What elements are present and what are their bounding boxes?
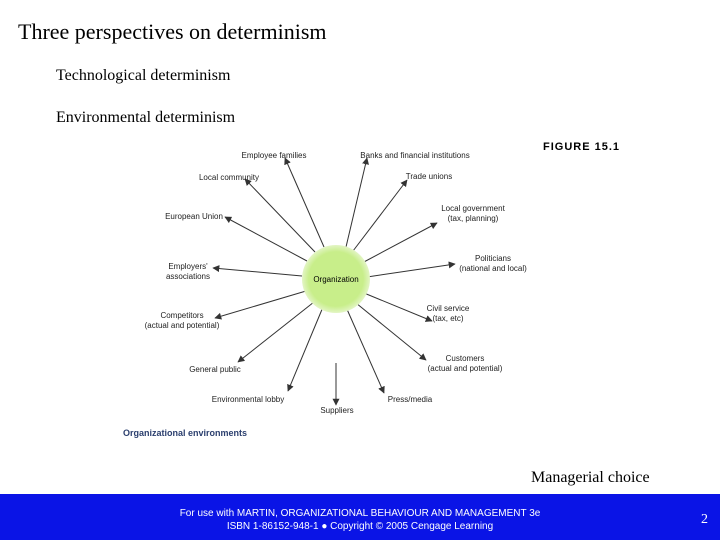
node-local-community: Local community xyxy=(198,173,260,182)
node-banks: Banks and financial institutions xyxy=(360,151,470,160)
node-suppliers: Suppliers xyxy=(320,406,354,415)
node-customers: Customers xyxy=(445,354,485,363)
arrow-local-government xyxy=(362,223,437,263)
node-customers-sub: (actual and potential) xyxy=(427,364,503,373)
slide-title: Three perspectives on determinism xyxy=(18,19,327,44)
figure-label: FIGURE 15.1 xyxy=(543,141,621,153)
footer-bar xyxy=(0,494,720,540)
arrow-european-union xyxy=(225,217,307,261)
arrow-politicians xyxy=(367,264,455,277)
node-general-public: General public xyxy=(189,365,241,374)
node-press-media: Press/media xyxy=(387,395,433,404)
organizational-environments-figure xyxy=(110,135,630,445)
node-politicians: Politicians xyxy=(474,254,512,263)
node-civil-service: Civil service xyxy=(426,304,470,313)
figure-caption: Organizational environments xyxy=(123,428,248,438)
arrow-competitors xyxy=(215,291,306,318)
node-european-union: European Union xyxy=(165,212,223,221)
node-competitors-sub: (actual and potential) xyxy=(144,321,220,330)
node-politicians-sub: (national and local) xyxy=(459,264,527,273)
arrow-press-media xyxy=(346,307,384,393)
node-employee-families: Employee families xyxy=(241,151,307,160)
arrow-employee-families xyxy=(285,158,324,247)
arrow-trade-unions xyxy=(353,180,407,251)
arrow-employers-associations xyxy=(213,268,302,276)
footer-line-2: ISBN 1-86152-948-1 ● Copyright © 2005 Cengage Learning xyxy=(226,521,494,532)
node-competitors: Competitors xyxy=(160,311,204,320)
node-local-government-sub: (tax, planning) xyxy=(447,214,499,223)
bullet-environmental-determinism: Environmental determinism xyxy=(56,109,236,126)
node-environmental-lobby: Environmental lobby xyxy=(211,395,285,404)
footer-line-1: For use with MARTIN, ORGANIZATIONAL BEHAVIOUR AND MANAGEMENT 3e xyxy=(179,508,541,519)
page-number: 2 xyxy=(701,512,708,527)
arrow-customers xyxy=(356,303,426,360)
arrow-banks xyxy=(346,158,367,247)
node-employers-associations-sub: associations xyxy=(165,272,211,281)
node-local-government: Local government xyxy=(441,204,505,213)
figure-diagram xyxy=(110,135,630,445)
node-trade-unions: Trade unions xyxy=(405,172,453,181)
arrow-environmental-lobby xyxy=(288,307,323,391)
arrow-local-community xyxy=(245,179,315,252)
node-employers-associations: Employers' xyxy=(168,262,208,271)
arrow-civil-service xyxy=(364,293,432,321)
node-civil-service-sub: (tax, etc) xyxy=(432,314,464,323)
managerial-choice-label: Managerial choice xyxy=(531,469,650,486)
organization-label: Organization xyxy=(313,275,359,284)
bullet-technological-determinism: Technological determinism xyxy=(56,67,231,84)
arrow-general-public xyxy=(238,302,314,362)
